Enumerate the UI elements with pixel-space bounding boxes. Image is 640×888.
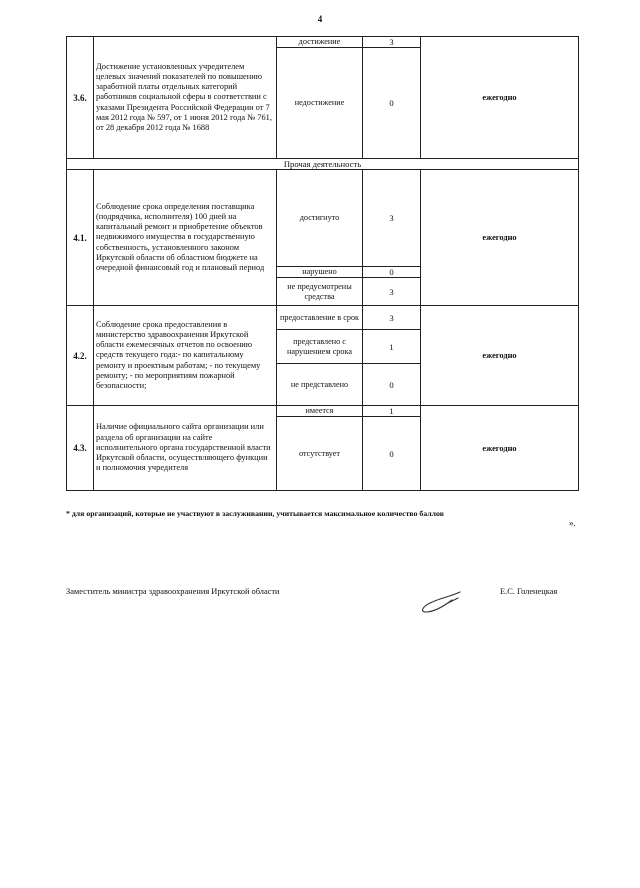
row-period: ежегодно [421, 306, 579, 406]
page-number: 4 [317, 14, 323, 24]
criterion-label: имеется [277, 406, 363, 417]
row-number: 4.3. [67, 406, 94, 491]
closing-quote: ». [569, 518, 576, 528]
criterion-label: представлено с нарушением срока [277, 330, 363, 364]
row-description: Достижение установленных учредителем целевых значений показателей по повышению заработной платы отдельных категорий работников социальной сферы в соответствии с указами Президента Российской Федерации от 7 мая 2012 года № 597, от 1 июня 2012 года № 761, от 28 декабря 2012 года № 1688 [94, 37, 277, 159]
criterion-label: отсутствует [277, 417, 363, 491]
table-row [67, 306, 579, 330]
row-period: ежегодно [421, 170, 579, 306]
criterion-points: 0 [363, 417, 421, 491]
criterion-points: 0 [363, 48, 421, 159]
criterion-label: недостижение [277, 48, 363, 159]
signatory-name: Е.С. Голенецкая [500, 587, 558, 596]
row-description: Соблюдение срока определения поставщика (подрядчика, исполнителя) 100 дней на капитальный ремонт и приобретение объектов недвижимого имущества в государственную собственность, установленного законом Иркутской области об областном бюджете на очередной финансовый год и плановый период [94, 170, 277, 306]
footnote: * для организаций, которые не участвуют в заслуживании, учитывается максимальное количество баллов [66, 509, 444, 518]
criterion-label: предоставление в срок [277, 306, 363, 330]
criterion-label: достигнуто [277, 170, 363, 267]
criteria-table [66, 36, 579, 491]
signatory-title: Заместитель министра здравоохранения Иркутской области [66, 587, 280, 596]
signature-icon [416, 588, 464, 616]
table-row [67, 170, 579, 267]
criterion-points: 0 [363, 364, 421, 406]
row-number: 4.2. [67, 306, 94, 406]
criterion-points: 1 [363, 406, 421, 417]
table-row [67, 37, 579, 48]
criterion-points: 3 [363, 278, 421, 306]
criterion-points: 3 [363, 170, 421, 267]
criterion-label: не представлено [277, 364, 363, 406]
criterion-points: 1 [363, 330, 421, 364]
row-period: ежегодно [421, 406, 579, 491]
section-title: Прочая деятельность [67, 159, 579, 170]
section-row [67, 159, 579, 170]
criterion-label: нарушено [277, 267, 363, 278]
criterion-label: достижение [277, 37, 363, 48]
criterion-points: 3 [363, 37, 421, 48]
row-period: ежегодно [421, 37, 579, 159]
criterion-points: 3 [363, 306, 421, 330]
criterion-label: не предусмотрены средства [277, 278, 363, 306]
criterion-points: 0 [363, 267, 421, 278]
row-number: 4.1. [67, 170, 94, 306]
table-row [67, 406, 579, 417]
row-description: Соблюдение срока предоставления в министерство здравоохранения Иркутской области ежемесячных отчетов по освоению средств текущего года:- по капитальному ремонту и проектным работам; - по текущему ремонту; - по мероприятиям пожарной безопасности; [94, 306, 277, 406]
row-description: Наличие официального сайта организации или раздела об организации на сайте исполнительного органа государственной власти Иркутской области, осуществляющего функции и полномочия учредителя [94, 406, 277, 491]
row-number: 3.6. [67, 37, 94, 159]
